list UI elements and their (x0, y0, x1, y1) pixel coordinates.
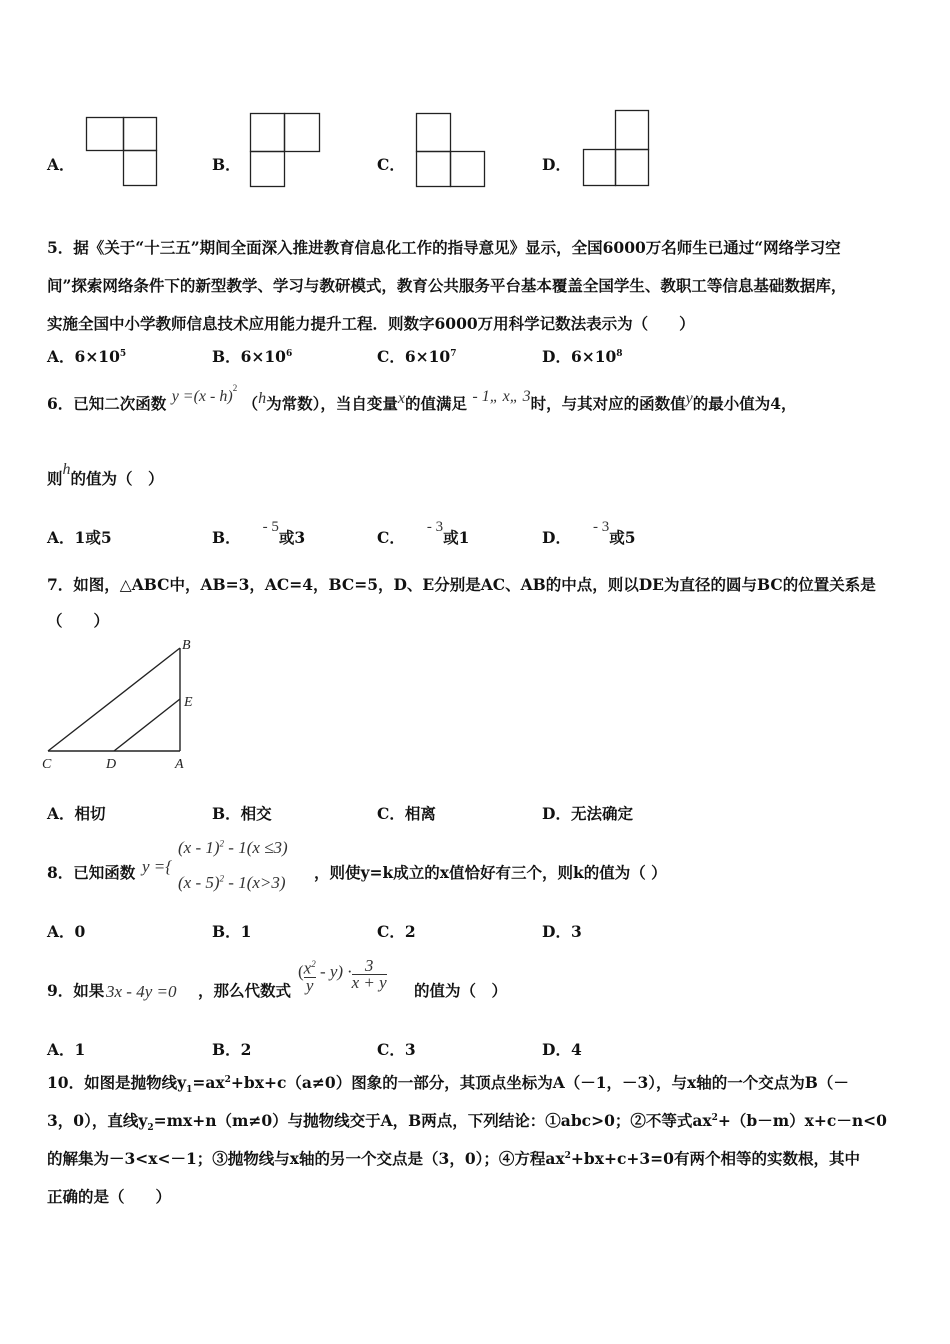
q4-option-c-letter: C． (377, 155, 405, 174)
q5-option-a: A．$6\times 10^5$ (47, 347, 127, 366)
q10-line2: 3，0），直线$y_2=mx+n(m\ne 0)$与抛物线交于A，B两点，下列结论：①abc>0；②不等式$ax^2+(b-m)x+c-n<0$ (47, 1111, 887, 1134)
q9-expression: ( $\frac{x^2}{y}$ - y) · $\frac{3}{x + y}$ (298, 956, 387, 995)
q7-line2: （ ） (47, 611, 110, 630)
label-d: D (106, 757, 117, 772)
label-e: E (184, 695, 193, 710)
q7-line1: 7．如图，△ABC中，AB=3，AC=4，BC=5，D、E分别是AC、AB的中点，则以DE为直径的圆与BC的位置关系是 (47, 575, 876, 594)
q8-option-d: D．3 (542, 922, 582, 941)
q6-option-d: D．- 3或5 (542, 519, 636, 547)
q8-case-2: (x - 5)$^2$ - 1(x>3) (178, 873, 286, 892)
q5-line3: 实施全国中小学教师信息技术应用能力提升工程．则数字6000万用科学记数法表示为（ ） (47, 314, 695, 333)
q9-mid: ，那么代数式 (198, 981, 292, 1000)
segment-cb (48, 648, 180, 751)
q9-option-a: A．1 (47, 1040, 86, 1059)
q4-option-d-figure (583, 110, 651, 188)
q8-y-eq: y ={ (142, 857, 173, 876)
q4-option-c-figure (416, 113, 486, 189)
q5-option-b: B．$6\times 10^6$ (212, 347, 293, 366)
q10-line4: 正确的是（ ） (47, 1187, 172, 1206)
q8-option-a: A．0 (47, 922, 86, 941)
q10-line1: 10．如图是抛物线$y_1=ax^2+bx+c(a\ne 0)$图象的一部分，其顶点坐标为A（－1，－3），与x轴的一个交点为B（－ (47, 1073, 849, 1096)
q4-option-b-letter: B． (212, 155, 241, 174)
q6-range: - 1„ x„ 3 (472, 388, 531, 405)
q7-option-a: A．相切 (47, 804, 106, 823)
q6-option-a: A．1或5 (47, 528, 112, 547)
q8-case-1: (x - 1)$^2$ - 1(x ≤3) (178, 838, 288, 857)
label-b: B (182, 638, 191, 653)
q5-line2: 间”探索网络条件下的新型教学、学习与教研模式，教育公共服务平台基本覆盖全国学生、教职工等信息基础数据库， (47, 276, 847, 295)
label-a: A (175, 757, 184, 772)
q7-option-c: C．相离 (377, 804, 436, 823)
q9-option-d: D．4 (542, 1040, 582, 1059)
q5-line1: 5．据《关于“十三五”期间全面深入推进教育信息化工作的指导意见》显示，全国6000万名师生已通过“网络学习空 (47, 238, 841, 257)
q9-option-c: C．3 (377, 1040, 416, 1059)
q9-fraction-2: $\frac{3}{x + y}$ (351, 956, 387, 993)
q10-line3: 的解集为－3<x<－1；③抛物线与x轴的另一个交点是（3，0）；④方程$ax^2+bx+c+3=0$有两个相等的实数根，其中 (47, 1149, 860, 1168)
q4-option-a-letter: A． (47, 155, 75, 174)
q7-triangle-figure (40, 636, 205, 774)
q9-prefix: 9．如果 (47, 981, 105, 1000)
q4-option-a-figure (86, 117, 158, 187)
q9-option-b: B．2 (212, 1040, 252, 1059)
q9-condition: 3x - 4y =0 (106, 982, 177, 1001)
q6-line2: 则h的值为（ ） (47, 461, 164, 488)
q4-option-d-letter: D． (542, 155, 571, 174)
q9-fraction-1: $\frac{x^2}{y}$ (303, 958, 316, 995)
q6-option-c: C．- 3或1 (377, 519, 470, 547)
q6-option-b: B．- 5或3 (212, 519, 306, 547)
q8-prefix: 8．已知函数 (47, 863, 136, 882)
q7-option-b: B．相交 (212, 804, 272, 823)
segment-de (114, 699, 180, 751)
q4-option-b-figure (250, 113, 322, 189)
q8-suffix: ，则使y=k成立的x值恰好有三个，则k的值为（ ） (314, 863, 667, 882)
q6-function: y =(x - h) (171, 388, 233, 405)
q8-option-c: C．2 (377, 922, 416, 941)
q5-option-d: D．$6\times 10^8$ (542, 347, 623, 366)
label-c: C (42, 757, 52, 772)
q7-option-d: D．无法确定 (542, 804, 633, 823)
q8-option-b: B．1 (212, 922, 252, 941)
q6-line1: 6．已知二次函数 y =(x - h)$^2$ （h为常数），当自变量x的值满足 - 1„ x„ 3时，与其对应的函数值y的最小值为4， (47, 382, 797, 413)
q5-option-c: C．$6\times 10^7$ (377, 347, 457, 366)
q9-suffix: 的值为（ ） (414, 981, 508, 1000)
